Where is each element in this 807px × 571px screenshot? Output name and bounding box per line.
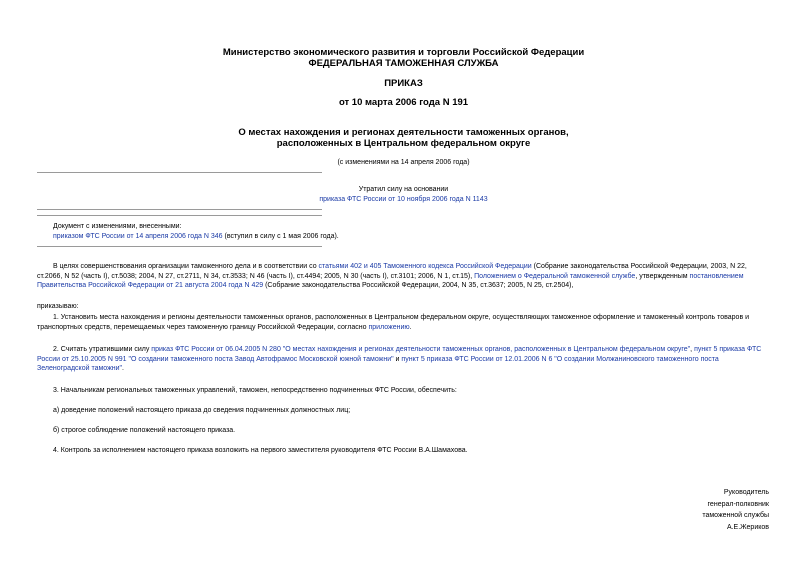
void-notice-link[interactable]: приказа ФТС России от 10 ноября 2006 года N 1143 — [319, 196, 488, 203]
preamble-text-1: В целях совершенствования организации таможенного дела и в соответствии со — [53, 263, 319, 270]
doc-title-line1: О местах нахождения и регионах деятельности таможенных органов, — [238, 127, 569, 138]
changes-note-link[interactable]: приказом ФТС России от 14 апреля 2006 года N 346 — [53, 233, 223, 240]
item-3a: а) доведение положений настоящего приказа до сведения подчиненных должностных лиц; — [53, 407, 351, 414]
item-1 — [37, 313, 771, 332]
changes-note-tail: (вступил в силу с 1 мая 2006 года). — [222, 233, 339, 240]
preamble-text-3: , утвержденным — [635, 272, 690, 280]
order-6-link[interactable]: пункт 5 приказа ФТС России от 12.01.2006 N 6 "О создании Молжаниновского таможенного поста Зеленоградской таможни" — [37, 355, 719, 372]
divider — [37, 246, 322, 247]
preamble-paragraph — [37, 262, 771, 291]
item-3: 3. Начальникам региональных таможенных управлений, таможен, непосредственно подчиненных ФТС России, обеспечить: — [53, 387, 457, 394]
preamble-text-2: (Собрание законодательства Российской Федерации, 2003, N 22, ст.2066, N 52 (часть I), ст.5038; 2004, N 27, ст.2711, N 34, ст.3533; N 46 (часть I), ст.4494; 2005, N 30 (часть I), ст.3101; 2006, N 1, ст.15), — [37, 263, 747, 280]
item-2-tail: . — [122, 365, 124, 372]
government-decree-link[interactable]: постановлением Правительства Российской Федерации от 21 августа 2004 года N 429 — [37, 272, 744, 289]
signature-name: А.Е.Жериков — [726, 523, 769, 531]
divider — [37, 209, 322, 210]
tax-code-link[interactable]: статьями 402 и 405 Таможенного кодекса Российской Федерации — [318, 263, 532, 270]
ministry-name: Министерство экономического развития и торговли Российской Федерации — [222, 47, 585, 58]
order-280-link[interactable]: приказ ФТС России от 06.04.2005 N 280 "О местах нахождения и регионах деятельности таможенных органов, расположенных в Центральном федеральном округе" — [151, 346, 691, 353]
changes-note-label: Документ с изменениями, внесенными: — [53, 223, 182, 230]
item-2-sep-2: и — [393, 355, 402, 363]
void-notice-text: Утратил силу на основании — [358, 186, 449, 193]
void-notice-link-wrap — [0, 195, 807, 204]
doc-title-line2: расположенных в Центральном федеральном округе — [276, 138, 531, 149]
appendix-link[interactable]: приложению — [368, 323, 410, 331]
signature-rank: генерал-полковник — [707, 500, 769, 508]
order-991-link[interactable]: пункт 5 приказа ФТС России от 25.10.2005 N 991 "О создании таможенного поста Завод Автофрамос Московской южной таможни" — [37, 346, 762, 363]
service-name: ФЕДЕРАЛЬНАЯ ТАМОЖЕННАЯ СЛУЖБА — [308, 58, 499, 69]
item-3b: б) строгое соблюдение положений настоящего приказа. — [53, 427, 236, 434]
amendments-note: (с изменениями на 14 апреля 2006 года) — [337, 159, 470, 166]
doc-date-number: от 10 марта 2006 года N 191 — [338, 97, 469, 108]
item-2-text: 2. Считать утратившими силу — [53, 346, 152, 353]
item-1-text: 1. Установить места нахождения и регионы деятельности таможенных органов, расположенных в Центральном федеральном округе, осуществляющих таможенное оформление и таможенный контроль товаров и транспортных средств, перемещаемых через таможенную границу Российской Федерации, согласно — [37, 314, 750, 331]
order-word: приказываю: — [37, 303, 79, 310]
doc-type: ПРИКАЗ — [384, 78, 423, 89]
item-1-tail: . — [409, 323, 412, 331]
item-4: 4. Контроль за исполнением настоящего приказа возложить на первого заместителя руководителя ФТС России В.А.Шамахова. — [53, 447, 468, 454]
divider — [37, 215, 322, 216]
signature-service: таможенной службы — [702, 512, 769, 519]
divider — [37, 172, 322, 173]
item-2 — [37, 345, 771, 374]
fts-regulation-link[interactable]: Положением о Федеральной таможенной службе — [474, 272, 636, 280]
signature-block — [702, 487, 769, 533]
item-2-sep-1: , — [690, 346, 695, 353]
signature-position: Руководитель — [723, 489, 769, 496]
preamble-text-4: (Собрание законодательства Российской Федерации, 2004, N 35, ст.3637; 2005, N 25, ст.2504), — [263, 282, 574, 289]
changes-note-body — [53, 232, 339, 241]
